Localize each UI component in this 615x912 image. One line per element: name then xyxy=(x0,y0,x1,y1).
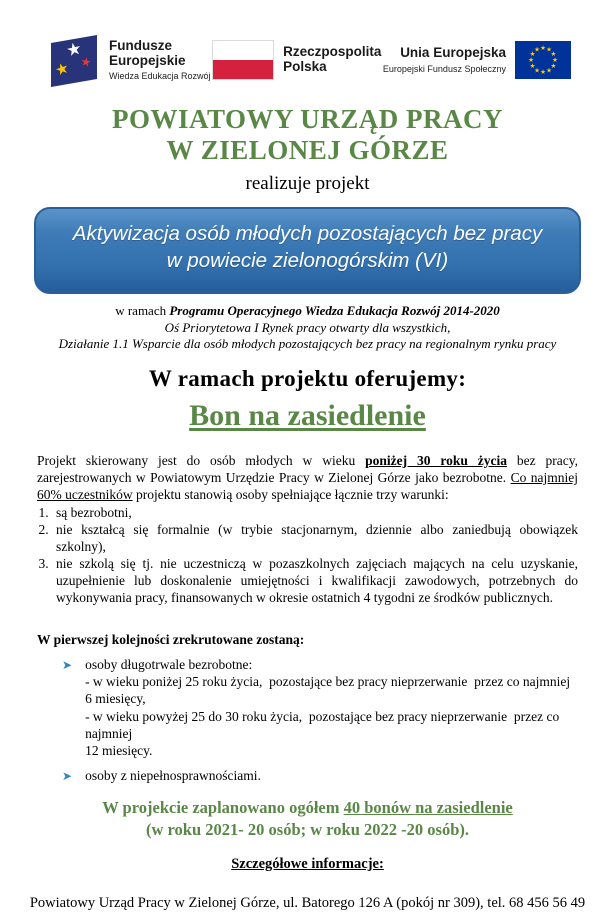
program-line3: Działanie 1.1 Wsparcie dla osób młodych pozostających bez pracy na regionalnym rynku pracy xyxy=(58,336,557,352)
desc-text: Projekt skierowany jest do osób młodych w wieku xyxy=(37,452,366,468)
desc-text-2: bez pracy, zarejestrowanych w Powiatowym Urzędzie Pracy w Zielonej Górze jako bezrobotne. xyxy=(37,452,579,485)
summary-prefix: W projekcie zaplanowano ogółem xyxy=(102,798,344,818)
plan-summary xyxy=(0,797,615,841)
eu-flag-icon xyxy=(515,41,571,79)
condition-item: 2. nie kształcą się formalnie (w trybie stacjonarnym, dziennie albo zaniedbują obowiązek szkolny), xyxy=(52,521,578,555)
svg-text:★: ★ xyxy=(528,57,534,64)
desc-percent-highlight: Co najmniej 60% uczestników xyxy=(37,469,578,502)
svg-text:★: ★ xyxy=(546,67,552,75)
eu-logo-line1: Unia Europejska xyxy=(400,45,506,61)
recruitment-bullet-1-body xyxy=(85,656,575,760)
condition-item: 3. nie szkolą się tj. nie uczestniczą w pozaszkolnych zajęciach mających na celu uzyskanie, uzupełnienie lub doskonalenie umiejętności i kwalifikacji zawodowych, potrzebnych do wykonywania pracy, finansowanych w okresie ostatnich 4 tygodni ze środków publicznych. xyxy=(52,555,578,606)
details-heading: Szczegółowe informacje: xyxy=(231,855,384,872)
arrow-bullet-icon: ➤ xyxy=(62,657,73,672)
fe-logo-line1: Fundusze xyxy=(109,37,172,53)
banner-line1: Aktywizacja osób młodych pozostających bez pracy xyxy=(72,221,543,245)
recruitment-bullet-2-body xyxy=(85,767,261,785)
summary-line2: (w roku 2021- 20 osób; w roku 2022 -20 osób). xyxy=(145,820,469,840)
condition-item: 1. są bezrobotni, xyxy=(52,504,578,521)
offer-heading: W ramach projektu oferujemy: xyxy=(148,365,467,391)
offer-product-name: Bon na zasiedlenie xyxy=(189,398,426,432)
bullet1-sub2b: 12 miesięcy. xyxy=(85,743,153,759)
svg-text:★: ★ xyxy=(534,67,540,75)
svg-text:★: ★ xyxy=(540,69,546,76)
page-title xyxy=(0,104,615,167)
arrow-bullet-icon: ➤ xyxy=(62,769,73,784)
header-logos xyxy=(0,0,615,88)
summary-line1 xyxy=(0,797,615,819)
bullet2-text: osoby z niepełnosprawnościami. xyxy=(85,768,261,784)
svg-text:★: ★ xyxy=(53,59,72,80)
page-title-line1: POWIATOWY URZĄD PRACY xyxy=(111,104,503,134)
logo-rzeczpospolita-polska xyxy=(212,40,381,80)
eu-logo-sub: Europejski Fundusz Społeczny xyxy=(382,63,506,74)
eu-logo-text xyxy=(383,46,506,74)
svg-text:★: ★ xyxy=(529,63,536,70)
poland-flag-icon xyxy=(212,40,274,80)
banner-line2: w powiecie zielonogórskim (VI) xyxy=(166,249,449,273)
recruitment-bullet-1 xyxy=(62,656,575,760)
bullet1-title: osoby długotrwale bezrobotne: xyxy=(85,656,253,672)
svg-text:★: ★ xyxy=(552,57,558,64)
pl-logo-text xyxy=(283,45,381,74)
bullet1-sub1a: - w wieku poniżej 25 roku życia, pozostające bez pracy nieprzerwanie przez co najmniej xyxy=(85,674,571,690)
svg-text:★: ★ xyxy=(529,51,536,58)
program-line2: Oś Priorytetowa I Rynek pracy otwarty dla wszystkich, xyxy=(164,319,451,335)
program-info xyxy=(0,303,615,353)
svg-text:★: ★ xyxy=(540,45,546,52)
fe-logo-line2: Europejskie xyxy=(109,52,186,68)
page-title-line2: W ZIELONEJ GÓRZE xyxy=(166,135,449,166)
svg-text:★: ★ xyxy=(79,54,93,70)
program-name: Programu Operacyjnego Wiedza Edukacja Rozwój 2014-2020 xyxy=(169,302,500,318)
fe-logo-sub: Wiedza Edukacja Rozwój xyxy=(109,71,211,82)
fe-flag-icon xyxy=(48,32,100,88)
svg-text:★: ★ xyxy=(550,51,557,58)
svg-text:★: ★ xyxy=(546,46,552,54)
project-description xyxy=(37,452,578,503)
bullet1-sub1b: 6 miesięcy, xyxy=(85,691,146,707)
bullet1-sub2a: - w wieku powyżej 25 do 30 roku życia, pozostające bez pracy nieprzerwanie przez co najmniej xyxy=(85,708,563,741)
conditions-list xyxy=(0,504,615,606)
program-line1 xyxy=(0,303,615,320)
logo-unia-europejska xyxy=(383,41,571,79)
fe-logo-text xyxy=(109,39,211,81)
program-prefix: w ramach xyxy=(115,302,170,318)
recruitment-heading: W pierwszej kolejności zrekrutowane zostaną: xyxy=(37,631,305,647)
recruitment-bullet-2 xyxy=(62,767,575,785)
page-subtitle: realizuje projekt xyxy=(245,172,370,194)
svg-text:★: ★ xyxy=(64,38,84,61)
desc-age-highlight: poniżej 30 roku życia xyxy=(365,452,508,468)
contact-footer: Powiatowy Urząd Pracy w Zielonej Górze, ul. Batorego 126 A (pokój nr 309), tel. 68 456 56 49 xyxy=(29,894,586,911)
svg-text:★: ★ xyxy=(550,63,557,70)
pl-logo-line2: Polska xyxy=(283,59,327,74)
desc-text-3: projektu stanowią osoby spełniające łącznie trzy warunki: xyxy=(132,486,449,502)
logo-fundusze-europejskie xyxy=(48,32,211,88)
pl-logo-line1: Rzeczpospolita xyxy=(283,44,382,60)
summary-vouchers-highlight: 40 bonów na zasiedlenie xyxy=(343,798,513,818)
svg-text:★: ★ xyxy=(534,46,540,54)
project-name-banner xyxy=(34,207,581,294)
